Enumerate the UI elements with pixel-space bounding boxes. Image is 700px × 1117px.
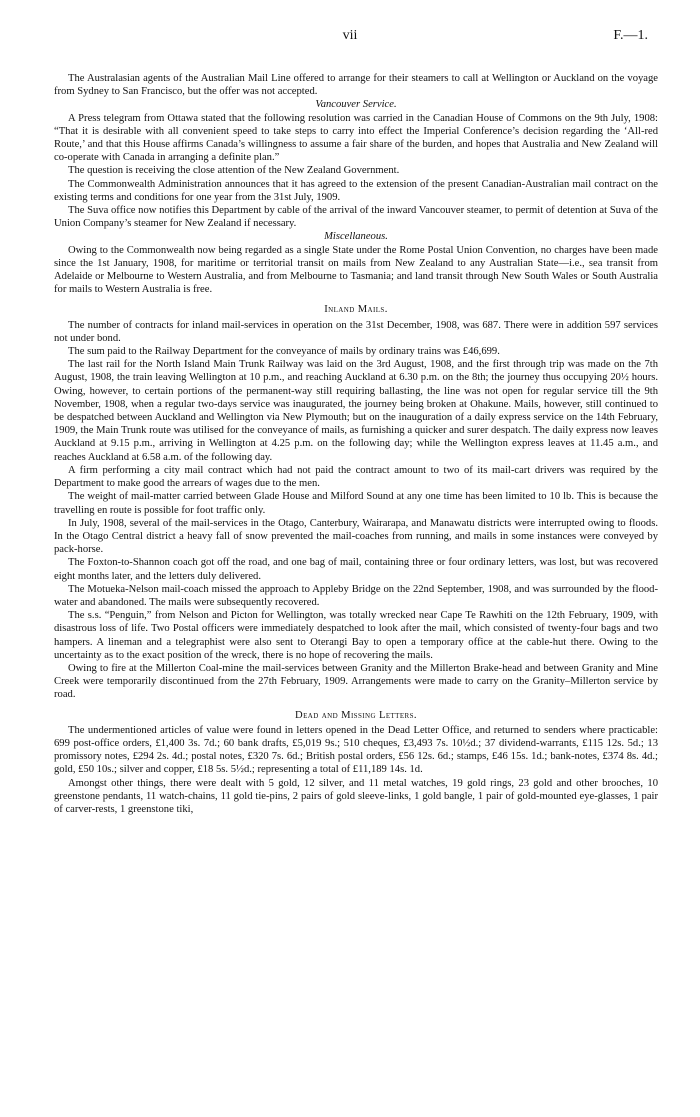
paragraph: The weight of mail-matter carried between Glade House and Milford Sound at any one time has been limited to 10 lb. This is because the travelling en route is possible for foot traffic only. (54, 491, 658, 516)
paragraph: The Australasian agents of the Australian Mail Line offered to arrange for their steamers to call at Wellington or Auckland on the voyage from Sydney to San Francisco, but the offer was not accepted. (54, 73, 658, 98)
page-header (0, 28, 700, 48)
section-heading: Inland Mails. (324, 304, 388, 316)
paragraph: The question is receiving the close attention of the New Zealand Government. (68, 165, 400, 177)
paragraph: The last rail for the North Island Main Trunk Railway was laid on the 3rd August, 1908, and the first through trip was made on the 7th August, 1908, the train leaving Wellington at 10 p.m., and reaching Auckland at 6.30 p.m. on the 8th; the journey thus occupying 20½ hours. Owing, however, to certain portions of the permanent-way still requiring ballasting, the line was not open for regular service till the 9th November, 1908, when a regular two-days service was inaugurated, the journey being broken at Ohakune. Mails, however, still continued to be despatched between Auckland and Wellington via New Plymouth; but on the inauguration of a daily express service on the 14th February, 1909, the Main Trunk route was utilised for the conveyance of mails, as furnishing a quicker and surer despatch. The daily express now leaves Auckland at 9.15 p.m., arriving in Wellington at 4.25 p.m. on the following day; while the Wellington express leaves at 11.45 a.m., and reaches Auckland at 6.58 a.m. of the following day. (54, 359, 658, 463)
document-body (54, 72, 658, 816)
section-heading: Miscellaneous. (324, 231, 388, 243)
paragraph: Owing to the Commonwealth now being regarded as a single State under the Rome Postal Union Convention, no charges have been made since the 1st January, 1908, for maritime or territorial transit on mails from New Zealand to any Australian State—i.e., sea transit from Adelaide or Melbourne to Western Australia, and from Melbourne to Tasmania; and land transit through New South Wales or South Australia for mails to Western Australia is free. (54, 244, 658, 296)
paragraph: The sum paid to the Railway Department for the conveyance of mails by ordinary trains was £46,699. (68, 346, 500, 358)
section-heading: Dead and Missing Letters. (295, 709, 417, 721)
paragraph: The s.s. “Penguin,” from Nelson and Picton for Wellington, was totally wrecked near Cape Te Rawhiti on the 12th February, 1909, with disastrous loss of life. Two Postal officers were immediately despatched to look after the mail, which consisted of twenty-four bags and two hampers. A lineman and a telegraphist were also sent to Oterangi Bay to open a temporary office at the cable-hut there. Owing to the uncertainty as to the exact position of the wreck, there is no hope of recovering the mails. (54, 610, 658, 661)
document-reference: F.—1. (613, 28, 648, 43)
paragraph: Owing to fire at the Millerton Coal-mine the mail-services between Granity and the Millerton Brake-head and between Granity and Mine Creek were temporarily discontinued from the 27th February, 1909. Arrangements were made to carry on the Granity–Millerton service by road. (54, 662, 658, 701)
page-number: vii (342, 28, 358, 43)
section-heading: Vancouver Service. (315, 99, 397, 111)
paragraph: In July, 1908, several of the mail-services in the Otago, Canterbury, Wairarapa, and Manawatu districts were interrupted owing to floods. In the Otago Central district a heavy fall of snow prevented the mail-coaches from running, and mails in some instances were conveyed by pack-horse. (54, 517, 658, 556)
paragraph: The Motueka-Nelson mail-coach missed the approach to Appleby Bridge on the 22nd September, 1908, and was surrounded by the flood-water and abandoned. The mails were subsequently recovered. (54, 583, 658, 608)
paragraph: Amongst other things, there were dealt with 5 gold, 12 silver, and 11 metal watches, 19 gold rings, 23 gold and other brooches, 10 greenstone pendants, 11 watch-chains, 11 gold tie-pins, 2 pairs of gold sleeve-links, 1 gold bangle, 1 pair of gold-mounted eye-glasses, 1 pair of carver-rests, 1 greenstone tiki, (54, 777, 658, 815)
paragraph: A Press telegram from Ottawa stated that the following resolution was carried in the Canadian House of Commons on the 9th July, 1908: “That it is desirable with all convenient speed to take steps to carry into effect the Imperial Conference’s decision regarding the ‘All-red Route,’ and that this House affirms Canada’s willingness to assume a fair share of the burden, and hopes that Australia and New Zealand will co-operate with Canada in arranging a definite plan.” (54, 112, 658, 164)
paragraph: A firm performing a city mail contract which had not paid the contract amount to two of its mail-cart drivers was required by the Department to make good the arrears of wages due to the men. (54, 464, 658, 490)
paragraph: The Commonwealth Administration announces that it has agreed to the extension of the present Canadian-Australian mail contract on the existing terms and conditions for one year from the 31st July, 1909. (54, 178, 658, 203)
paragraph: The Foxton-to-Shannon coach got off the road, and one bag of mail, containing three or four ordinary letters, was lost, but was recovered eight months later, and the letters duly delivered. (54, 557, 658, 582)
paragraph: The number of contracts for inland mail-services in operation on the 31st December, 1908, was 687. There were in addition 597 services not under bond. (54, 319, 658, 344)
paragraph: The undermentioned articles of value were found in letters opened in the Dead Letter Office, and returned to senders where practicable: 699 post-office orders, £1,400 3s. 7d.; 60 bank drafts, £5,019 9s.; 510 cheques, £3,493 7s. 10½d.; 37 dividend-warrants, £115 12s. 5d.; 13 promissory notes, £294 2s. 4d.; postal notes, £320 7s. 6d.; British postal orders, £56 12s. 6d.; stamps, £46 15s. 1d.; bank-notes, £374 8s. 4d.; gold, £50 10s.; silver and copper, £18 5s. 5½d.; representing a total of £11,189 14s. 1d. (54, 724, 658, 776)
paragraph: The Suva office now notifies this Department by cable of the arrival of the inward Vancouver steamer, to permit of detention at Suva of the Union Company’s steamer for New Zealand if necessary. (54, 205, 658, 230)
